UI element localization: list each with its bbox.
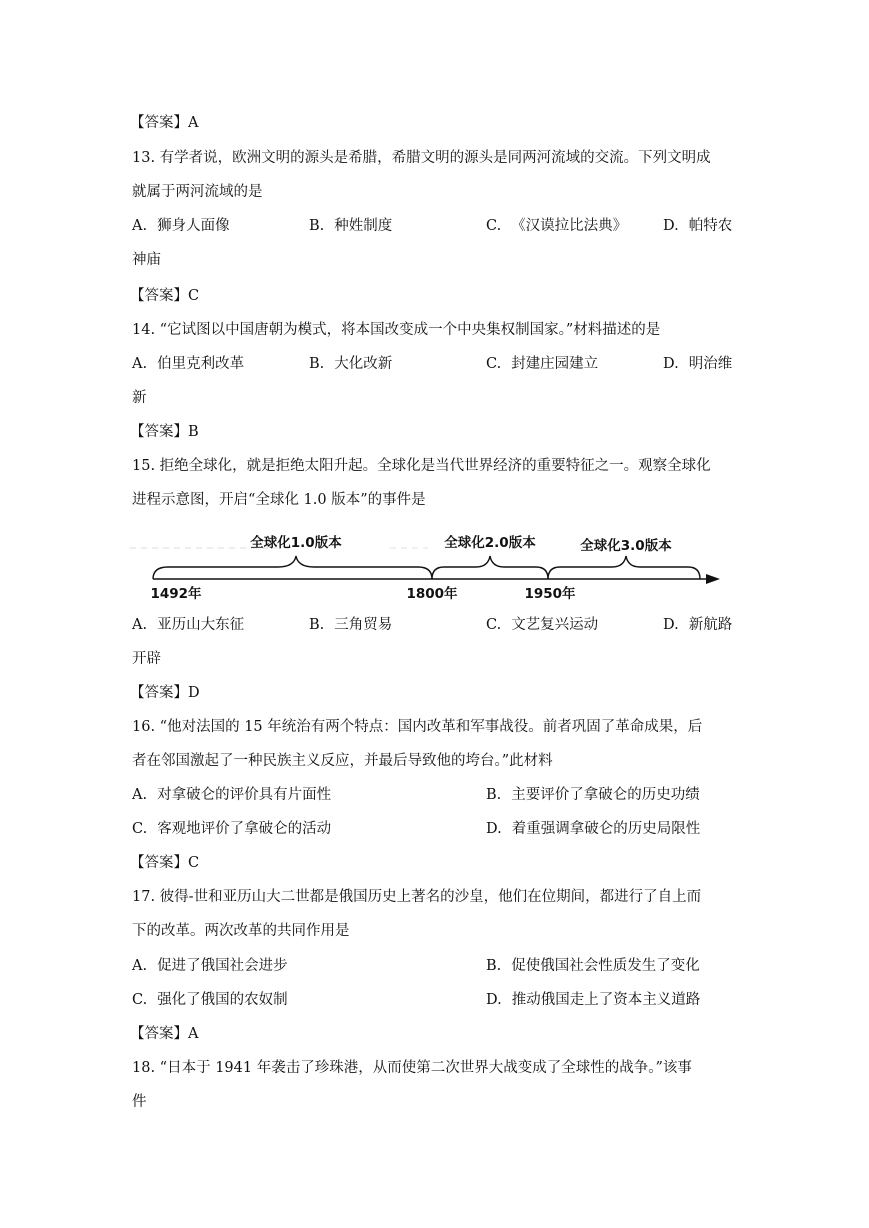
option-17-b[interactable]: B. 促使俄国社会性质发生了变化 [486, 958, 700, 974]
option-17-a[interactable]: A. 促进了俄国社会进步 [132, 958, 288, 974]
timeline-year-1492: 1492年 [150, 586, 202, 602]
question-15-text-cont: 进程示意图，开启“全球化 1.0 版本”的事件是 [132, 492, 426, 508]
timeline-label-1: 全球化1.0版本 [250, 535, 342, 551]
option-14-c[interactable]: C. 封建庄园建立 [486, 356, 599, 372]
answer-13: 【答案】C [130, 288, 200, 304]
option-16-a[interactable]: A. 对拿破仑的评价具有片面性 [132, 787, 332, 803]
option-16-c[interactable]: C. 客观地评价了拿破仑的活动 [132, 821, 332, 837]
question-18-text: 18. “日本于 1941 年袭击了珍珠港，从而使第二次世界大战变成了全球性的战争。”该事 [132, 1060, 692, 1076]
timeline-year-1950: 1950年 [524, 586, 576, 602]
option-15-c[interactable]: C. 文艺复兴运动 [486, 617, 599, 633]
answer-16: 【答案】C [130, 855, 200, 871]
option-17-d[interactable]: D. 推动俄国走上了资本主义道路 [486, 992, 701, 1008]
timeline-label-3: 全球化3.0版本 [580, 538, 672, 554]
option-13-a[interactable]: A. 狮身人面像 [132, 218, 230, 234]
option-14-a[interactable]: A. 伯里克利改革 [132, 356, 245, 372]
question-16-text-cont: 者在邻国激起了一种民族主义反应，并最后导致他的垮台。”此材料 [132, 753, 553, 769]
question-17-text: 17. 彼得-世和亚历山大二世都是俄国历史上著名的沙皇，他们在位期间，都进行了自上而 [132, 889, 702, 905]
option-13-d[interactable]: D. 帕特农 [663, 218, 733, 234]
question-16-text: 16. “他对法国的 15 年统治有两个特点：国内改革和军事战役。前者巩固了革命成果，后 [132, 719, 703, 735]
question-13-text: 13. 有学者说，欧洲文明的源头是希腊，希腊文明的源头是同两河流域的交流。下列文明成 [132, 150, 711, 166]
answer-14: 【答案】B [130, 424, 199, 440]
option-14-d[interactable]: D. 明治维 [663, 356, 733, 372]
option-16-d[interactable]: D. 着重强调拿破仑的历史局限性 [486, 821, 701, 837]
timeline-label-2: 全球化2.0版本 [444, 535, 536, 551]
timeline-year-1800: 1800年 [406, 586, 458, 602]
globalization-timeline-diagram [128, 518, 728, 604]
question-18-text-cont: 件 [132, 1094, 147, 1110]
answer-12: 【答案】A [130, 115, 199, 131]
option-15-d-wrap: 开辟 [132, 651, 161, 667]
answer-17: 【答案】A [130, 1026, 199, 1042]
question-17-text-cont: 下的改革。两次改革的共同作用是 [132, 923, 350, 939]
question-14-text: 14. “它试图以中国唐朝为模式，将本国改变成一个中央集权制国家。”材料描述的是 [132, 322, 661, 338]
option-17-c[interactable]: C. 强化了俄国的农奴制 [132, 992, 288, 1008]
option-15-d[interactable]: D. 新航路 [663, 617, 733, 633]
option-14-d-wrap: 新 [132, 390, 147, 406]
option-13-b[interactable]: B. 种姓制度 [309, 218, 393, 234]
option-13-d-wrap: 神庙 [132, 252, 161, 268]
answer-15: 【答案】D [130, 685, 200, 701]
option-16-b[interactable]: B. 主要评价了拿破仑的历史功绩 [486, 787, 700, 803]
option-14-b[interactable]: B. 大化改新 [309, 356, 393, 372]
question-13-text-cont: 就属于两河流域的是 [132, 184, 263, 200]
option-15-b[interactable]: B. 三角贸易 [309, 617, 393, 633]
option-15-a[interactable]: A. 亚历山大东征 [132, 617, 245, 633]
option-13-c[interactable]: C. 《汉谟拉比法典》 [486, 218, 628, 234]
question-15-text: 15. 拒绝全球化，就是拒绝太阳升起。全球化是当代世界经济的重要特征之一。观察全球化 [132, 458, 711, 474]
